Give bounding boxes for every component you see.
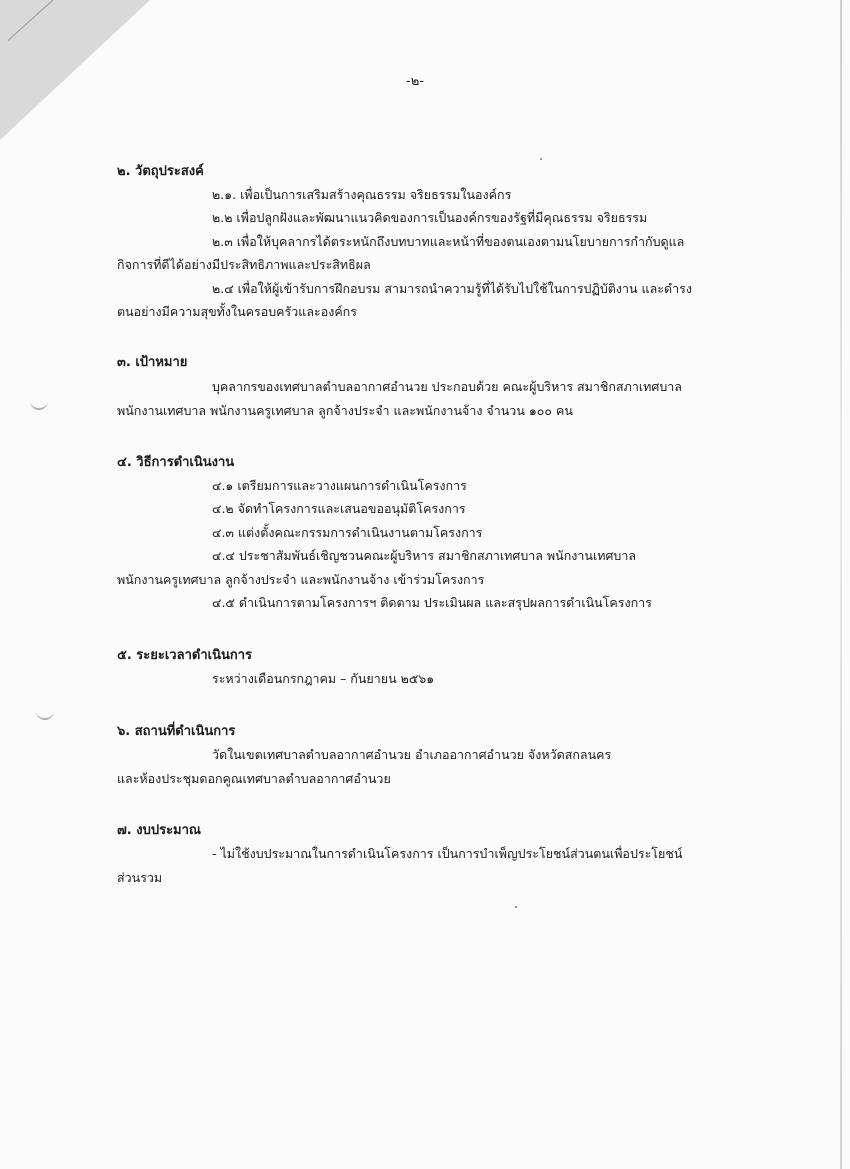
folded-corner	[0, 0, 150, 140]
target-text: บุคลากรของเทศบาลตำบลอากาศอำนวย ประกอบด้วย คณะผู้บริหาร สมาชิกสภาเทศบาล	[212, 379, 682, 394]
method-item: ๔.๔ ประชาสัมพันธ์เชิญชวนคณะผู้บริหาร สมาชิกสภาเทศบาล พนักงานเทศบาล	[212, 548, 637, 563]
objective-item: ๒.๒ เพื่อปลูกฝังและพัฒนาแนวคิดของการเป็นองค์กรของรัฐที่มีคุณธรรม จริยธรรม	[212, 210, 648, 225]
duration-text: ระหว่างเดือนกรกฎาคม – กันยายน ๒๕๖๑	[212, 671, 435, 686]
section-heading-location: ๖. สถานที่ดำเนินการ	[117, 724, 236, 739]
method-item: ๔.๕ ดำเนินการตามโครงการฯ ติดตาม ประเมินผล และสรุปผลการดำเนินโครงการ	[212, 595, 652, 610]
method-item: ๔.๓ แต่งตั้งคณะกรรมการดำเนินงานตามโครงการ	[212, 525, 483, 540]
scan-speck	[515, 906, 517, 908]
objective-item: ๒.๔ เพื่อให้ผู้เข้ารับการฝึกอบรม สามารถนำความรู้ที่ได้รับไปใช้ในการปฏิบัติงาน และดำรง	[212, 281, 692, 296]
budget-text: - ไม่ใช้งบประมาณในการดำเนินโครงการ เป็นการบำเพ็ญประโยชน์ส่วนตนเพื่อประโยชน์	[212, 846, 683, 861]
section-heading-duration: ๕. ระยะเวลาดำเนินการ	[117, 648, 252, 663]
budget-text-continued: ส่วนรวม	[117, 870, 163, 885]
punch-hole-mark	[30, 398, 48, 410]
scan-right-edge	[840, 0, 842, 1169]
method-item: ๔.๑ เตรียมการและวางแผนการดำเนินโครงการ	[212, 478, 467, 493]
location-text-continued: และห้องประชุมดอกคูณเทศบาลตำบลอากาศอำนวย	[117, 771, 391, 786]
location-text: วัดในเขตเทศบาลตำบลอากาศอำนวย อำเภออากาศอำนวย จังหวัดสกลนคร	[212, 747, 612, 762]
section-heading-method: ๔. วิธีการดำเนินงาน	[117, 455, 235, 470]
scan-speck	[540, 158, 542, 160]
section-heading-target: ๓. เป้าหมาย	[117, 355, 188, 370]
page-number: -๒-	[406, 74, 424, 89]
objective-item-continued: กิจการที่ดีได้อย่างมีประสิทธิภาพและประสิทธิผล	[117, 257, 371, 272]
section-heading-budget: ๗. งบประมาณ	[117, 823, 201, 838]
punch-hole-mark	[36, 708, 54, 720]
objective-item: ๒.๑. เพื่อเป็นการเสริมสร้างคุณธรรม จริยธรรมในองค์กร	[212, 187, 512, 202]
objective-item: ๒.๓ เพื่อให้บุคลากรได้ตระหนักถึงบทบาทและหน้าที่ของตนเองตามนโยบายการกำกับดูแล	[212, 234, 685, 249]
section-heading-objectives: ๒. วัตถุประสงค์	[117, 164, 204, 179]
objective-item-continued: ตนอย่างมีความสุขทั้งในครอบครัวและองค์กร	[117, 304, 357, 319]
method-item-continued: พนักงานครูเทศบาล ลูกจ้างประจำ และพนักงานจ้าง เข้าร่วมโครงการ	[117, 572, 485, 587]
method-item: ๔.๒ จัดทำโครงการและเสนอขออนุมัติโครงการ	[212, 501, 466, 516]
target-text-continued: พนักงานเทศบาล พนักงานครูเทศบาล ลูกจ้างประจำ และพนักงานจ้าง จำนวน ๑๐๐ คน	[117, 403, 573, 418]
